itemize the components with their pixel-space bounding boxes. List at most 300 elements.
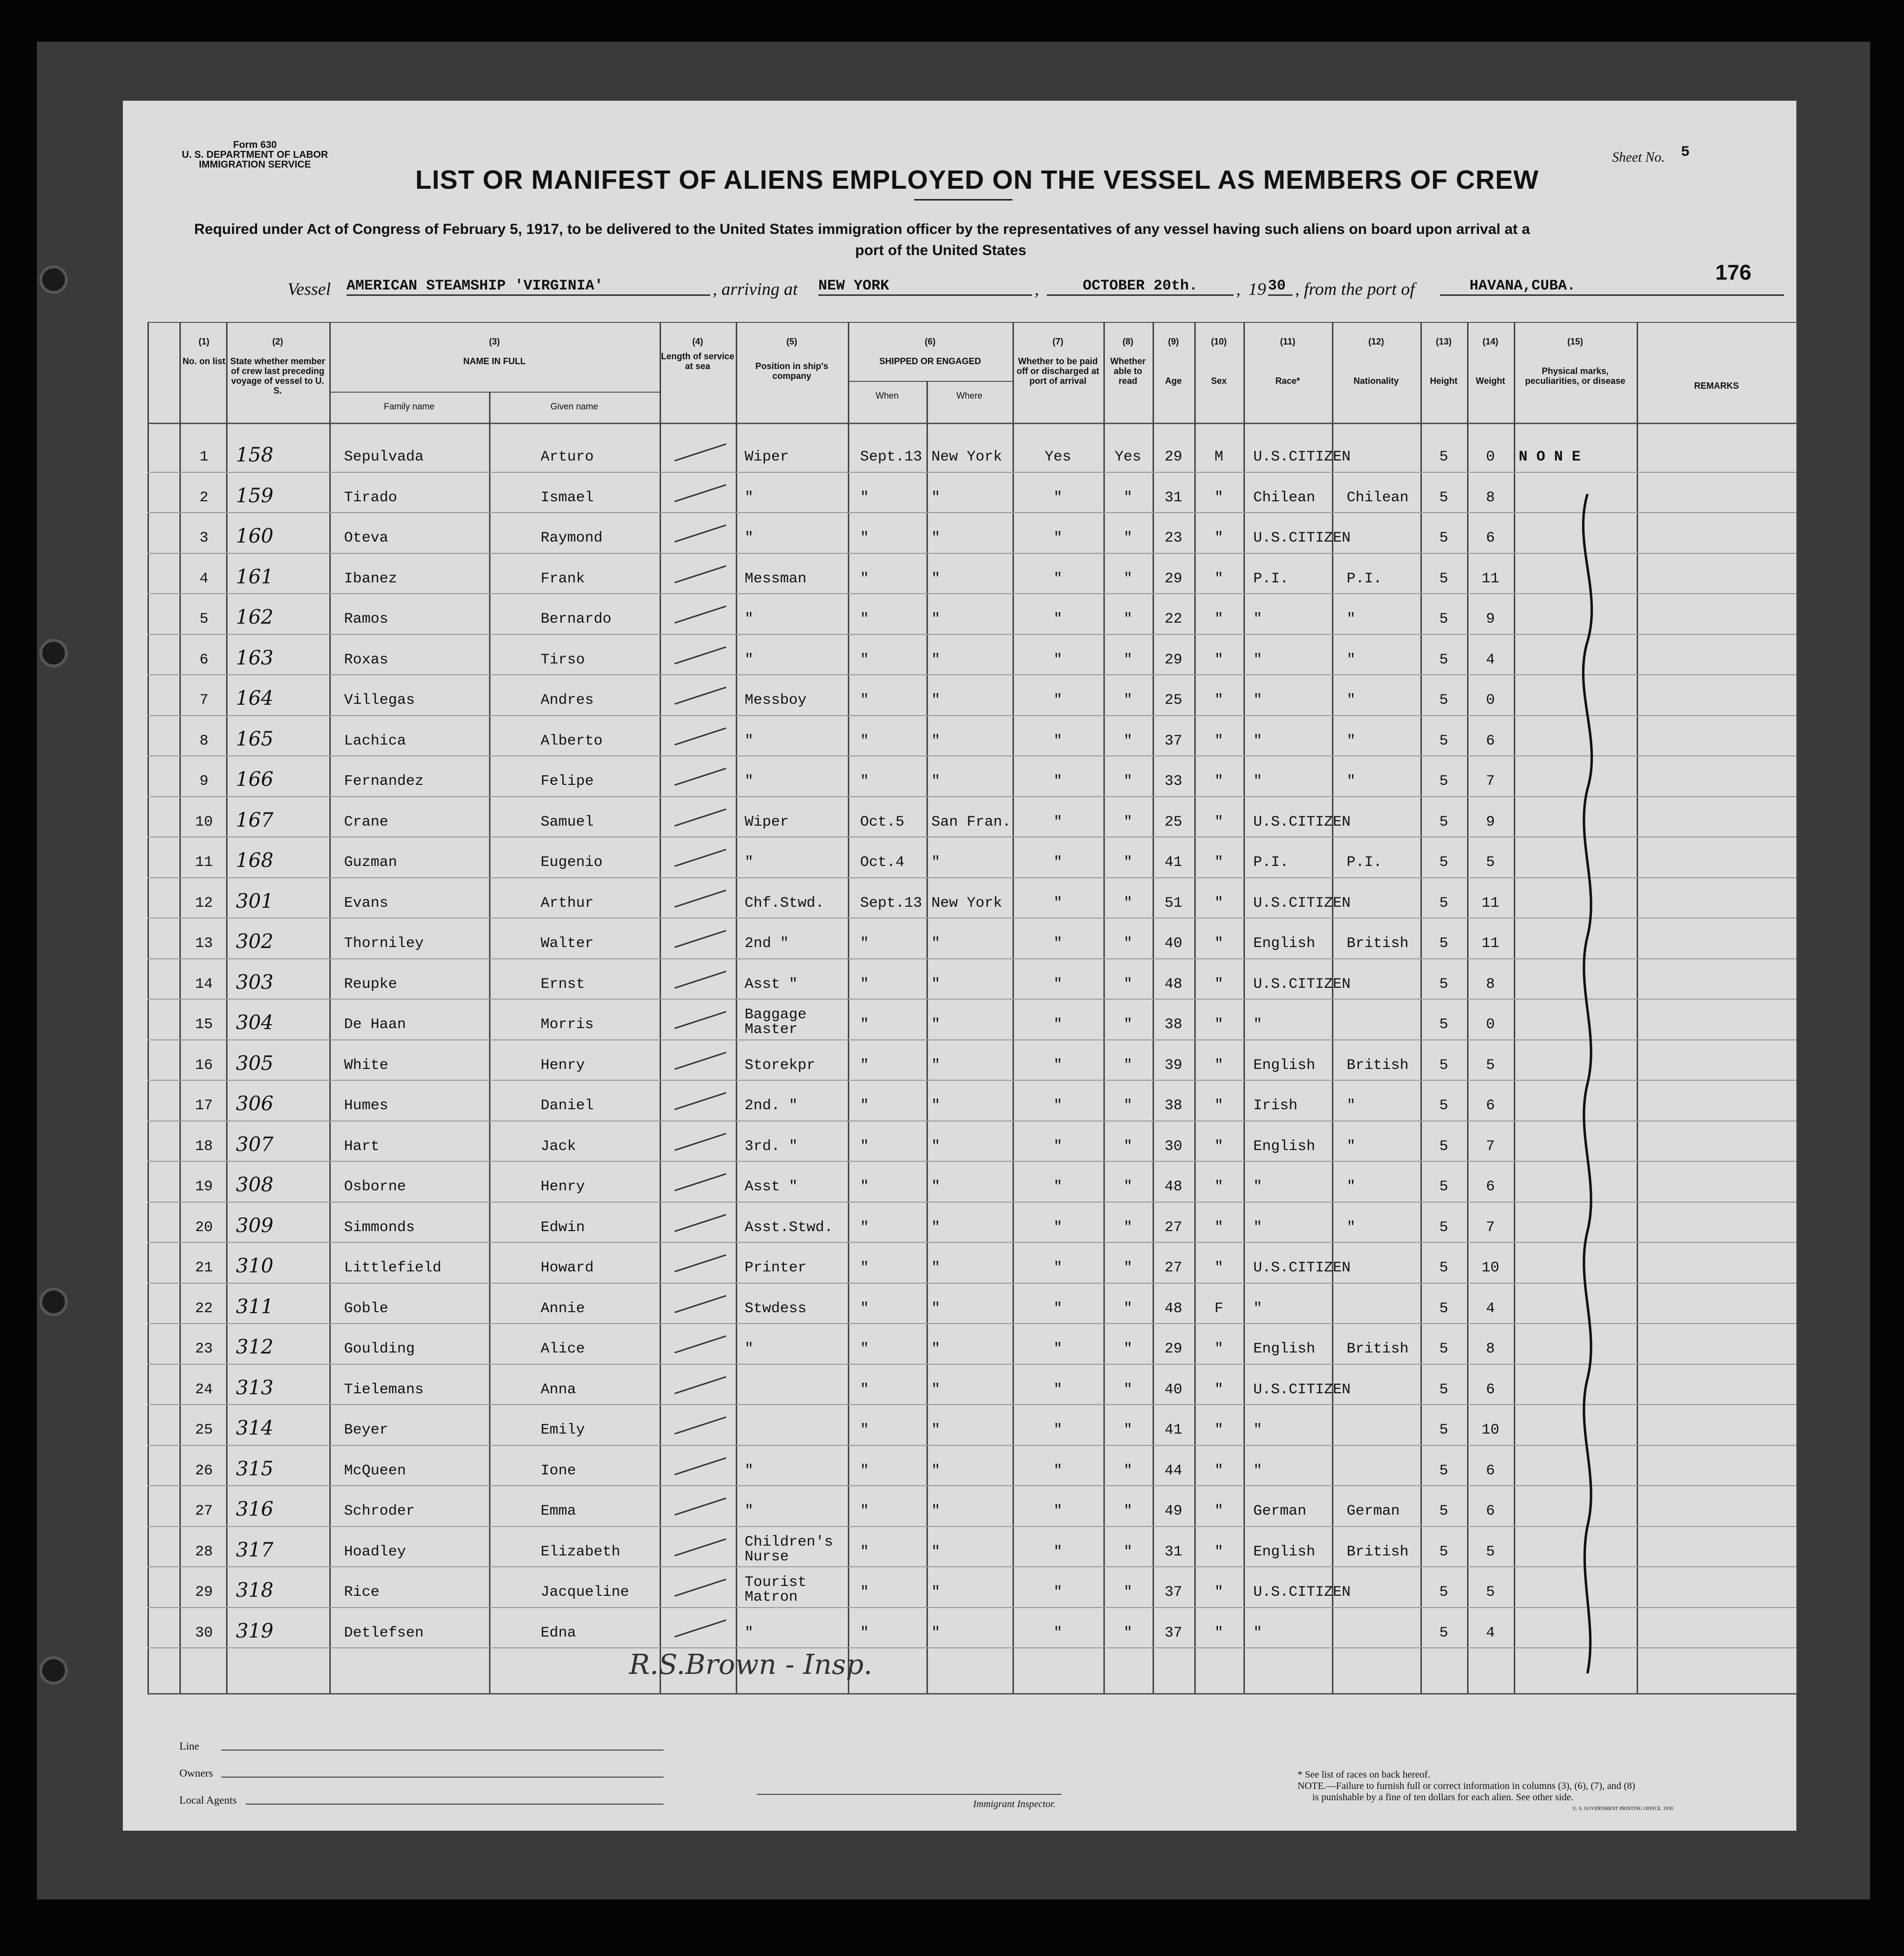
sheet-label: Sheet No. — [1612, 150, 1665, 165]
sex: F — [1214, 1300, 1223, 1317]
col-number: (6) — [924, 337, 936, 346]
nationality: British — [1347, 1543, 1409, 1560]
race: U.S.CITIZEN — [1253, 449, 1351, 465]
shipped-when: " — [860, 1138, 869, 1155]
shipped-where: New York — [931, 894, 1003, 912]
weight: 7 — [1486, 1138, 1495, 1155]
sex: " — [1214, 976, 1223, 993]
column-rule — [1332, 322, 1333, 1693]
shipped-where: " — [931, 1260, 941, 1276]
height: 5 — [1439, 692, 1448, 709]
given-name: Eugenio — [541, 854, 603, 871]
paid-off: " — [1053, 1422, 1063, 1438]
owners-field — [221, 1777, 664, 1778]
service-tick-mark — [674, 890, 726, 908]
height: 5 — [1439, 1422, 1448, 1438]
given-name: Arthur — [541, 894, 594, 912]
row-rule — [147, 796, 1796, 797]
row-rule — [147, 1647, 1796, 1648]
binder-hole — [39, 639, 68, 667]
given-name: Frank — [541, 570, 585, 587]
family-name: Littlefield — [344, 1260, 442, 1276]
paid-off: " — [1053, 1503, 1063, 1520]
position: " — [745, 732, 754, 749]
able-to-read: " — [1123, 1138, 1132, 1155]
given-name: Felipe — [541, 773, 594, 790]
col-title: State whether member of crew last preceding voyage of vessel to U. S. — [230, 356, 325, 396]
paid-off: " — [1053, 894, 1063, 912]
sex: " — [1214, 489, 1223, 506]
service-tick-mark — [674, 524, 726, 543]
inspector-field — [757, 1794, 1062, 1795]
line-label: Line — [179, 1740, 200, 1752]
given-name: Tirso — [541, 651, 585, 668]
nationality: British — [1347, 1341, 1409, 1357]
shipped-where: " — [931, 1503, 941, 1520]
table-bottom-border — [147, 1693, 1796, 1695]
row-number: 6 — [199, 651, 208, 668]
column-rule — [1796, 322, 1798, 1693]
shipped-where: " — [931, 1422, 941, 1438]
where-header: Where — [956, 391, 982, 401]
previous-voyage: 160 — [236, 525, 274, 547]
height: 5 — [1439, 570, 1448, 587]
family-name-header: Family name — [383, 402, 435, 411]
footnote-penalty-2: is punishable by a fine of ten dollars for each alien. See other side. — [1312, 1792, 1574, 1803]
shipped-where: " — [931, 1584, 941, 1601]
shipped-when: " — [860, 935, 869, 952]
given-name: Anna — [541, 1381, 577, 1398]
family-name: Thorniley — [344, 935, 424, 952]
vessel-label: Vessel — [288, 279, 331, 299]
position: Tourist Matron — [745, 1574, 807, 1606]
col-3-header — [329, 337, 660, 366]
inspector-signature: R.S.Brown - Insp. — [629, 1649, 872, 1681]
weight: 11 — [1481, 894, 1500, 912]
column-rule — [1153, 322, 1154, 1693]
previous-voyage: 315 — [236, 1457, 274, 1480]
position: Children's Nurse — [745, 1533, 834, 1565]
height: 5 — [1439, 651, 1448, 668]
col-10-header — [1194, 337, 1243, 386]
age: 29 — [1164, 570, 1183, 587]
service-tick-mark — [674, 1335, 726, 1353]
weight: 11 — [1481, 935, 1500, 952]
column-rule — [736, 322, 737, 1693]
shipped-where: " — [931, 1219, 941, 1236]
row-rule — [147, 755, 1796, 756]
height: 5 — [1439, 1503, 1448, 1520]
binder-hole — [39, 1288, 68, 1316]
row-number: 7 — [199, 692, 208, 709]
sex: " — [1214, 530, 1223, 547]
height: 5 — [1439, 1462, 1448, 1479]
sex: " — [1214, 1057, 1223, 1074]
family-name: Rice — [344, 1584, 380, 1601]
height: 5 — [1439, 854, 1448, 871]
shipped-where: " — [931, 935, 941, 952]
col-5-header — [736, 337, 848, 381]
shipped-when: " — [860, 1462, 869, 1479]
position: Wiper — [745, 813, 789, 831]
column-rule — [1514, 322, 1515, 1693]
position: Wiper — [745, 449, 789, 465]
sex: " — [1214, 894, 1223, 912]
shipped-where: " — [931, 1381, 941, 1398]
service-tick-mark — [674, 1619, 726, 1638]
service-tick-mark — [674, 646, 726, 664]
table-top-border — [147, 322, 1796, 323]
race: " — [1253, 1016, 1263, 1033]
col-6-header — [848, 337, 1012, 366]
col-4-header — [660, 337, 736, 371]
service-tick-mark — [674, 1457, 726, 1475]
col-title: Whether to be paid off or discharged at port of arrival — [1016, 356, 1099, 386]
service-tick-mark — [674, 1011, 726, 1029]
row-rule — [147, 836, 1796, 837]
shipped-where: " — [931, 976, 941, 993]
footnote-races: * See list of races on back hereof. — [1298, 1769, 1430, 1780]
height: 5 — [1439, 530, 1448, 547]
previous-voyage: 162 — [236, 606, 274, 629]
col-title: Race* — [1275, 376, 1300, 386]
col-14-header — [1467, 337, 1514, 386]
able-to-read: " — [1123, 530, 1132, 547]
position: Messman — [745, 570, 807, 587]
nationality: " — [1347, 1179, 1356, 1195]
paid-off: " — [1053, 1341, 1063, 1357]
paid-off: " — [1053, 1624, 1063, 1641]
column-rule — [660, 322, 661, 1693]
able-to-read: " — [1123, 1543, 1132, 1560]
row-rule — [147, 1080, 1796, 1081]
given-name: Edna — [541, 1624, 577, 1641]
position: " — [745, 1624, 754, 1641]
previous-voyage: 303 — [236, 971, 274, 994]
previous-voyage: 166 — [236, 768, 274, 791]
col-title: Length of service at sea — [661, 351, 735, 371]
page-subtitle-2: port of the United States — [855, 242, 1027, 259]
department-name: U. S. DEPARTMENT OF LABOR — [182, 149, 328, 160]
service-tick-mark — [674, 565, 726, 583]
family-name: Humes — [344, 1097, 389, 1114]
local-agents-field — [246, 1804, 664, 1805]
position: " — [745, 1503, 754, 1520]
position: " — [745, 1341, 754, 1357]
paid-off: " — [1053, 1057, 1063, 1074]
able-to-read: " — [1123, 1624, 1132, 1641]
col-number: (1) — [199, 337, 209, 346]
row-rule — [147, 1242, 1796, 1243]
col-2-header — [226, 337, 329, 396]
previous-voyage: 163 — [236, 646, 274, 669]
service-tick-mark — [674, 1214, 726, 1232]
age: 44 — [1164, 1462, 1183, 1479]
row-rule — [147, 1404, 1796, 1405]
row-rule — [147, 1121, 1796, 1122]
previous-voyage: 164 — [236, 687, 274, 710]
family-name: Ramos — [344, 611, 389, 628]
row-number: 17 — [195, 1097, 213, 1114]
previous-voyage: 318 — [236, 1579, 274, 1602]
previous-voyage: 319 — [236, 1619, 274, 1642]
given-name: Alberto — [541, 732, 603, 749]
row-number: 22 — [195, 1300, 213, 1317]
sex: " — [1214, 611, 1223, 628]
given-name: Raymond — [541, 530, 603, 547]
sex: " — [1214, 854, 1223, 871]
given-name: Ismael — [541, 489, 594, 506]
paid-off: " — [1053, 1016, 1063, 1033]
row-number: 15 — [195, 1016, 213, 1033]
race: " — [1253, 611, 1263, 628]
given-name: Daniel — [541, 1097, 594, 1114]
paid-off: " — [1053, 611, 1063, 628]
age: 31 — [1164, 489, 1183, 506]
shipped-where: " — [931, 773, 941, 790]
age: 37 — [1164, 1584, 1183, 1601]
weight: 7 — [1486, 773, 1495, 790]
paid-off: " — [1053, 1381, 1063, 1398]
nationality: " — [1347, 1097, 1356, 1114]
weight: 6 — [1486, 732, 1495, 749]
col-title: Position in ship's company — [755, 361, 829, 381]
sex: " — [1214, 1503, 1223, 1520]
paid-off: " — [1053, 732, 1063, 749]
height: 5 — [1439, 1584, 1448, 1601]
shipped-when: " — [860, 976, 869, 993]
race: " — [1253, 1179, 1263, 1195]
row-number: 5 — [199, 611, 208, 628]
sex: " — [1214, 1097, 1223, 1114]
page-title: LIST OR MANIFEST OF ALIENS EMPLOYED ON THE VESSEL AS MEMBERS OF CREW — [415, 165, 1539, 195]
given-name: Samuel — [541, 813, 594, 831]
weight: 5 — [1486, 1543, 1495, 1560]
family-name: Guzman — [344, 854, 398, 871]
shipped-when: " — [860, 1300, 869, 1317]
age: 37 — [1164, 1624, 1183, 1641]
service-tick-mark — [674, 849, 726, 867]
row-number: 8 — [199, 732, 208, 749]
family-name: Villegas — [344, 692, 415, 709]
row-rule — [147, 634, 1796, 635]
row-rule — [147, 1202, 1796, 1203]
inspector-label: Immigrant Inspector. — [973, 1799, 1056, 1810]
row-number: 27 — [195, 1503, 213, 1520]
departure-port: HAVANA,CUBA. — [1440, 278, 1784, 296]
weight: 6 — [1486, 1179, 1495, 1195]
given-name: Annie — [541, 1300, 585, 1317]
col-number: (12) — [1368, 337, 1384, 346]
vessel-name: AMERICAN STEAMSHIP 'VIRGINIA' — [346, 278, 710, 296]
height: 5 — [1439, 1219, 1448, 1236]
shipped-where: " — [931, 1179, 941, 1195]
service-tick-mark — [674, 1254, 726, 1272]
col-title: Whether able to read — [1110, 356, 1146, 386]
given-name: Jack — [541, 1138, 577, 1155]
able-to-read: Yes — [1114, 449, 1141, 465]
service-tick-mark — [674, 484, 726, 502]
family-name: Fernandez — [344, 773, 424, 790]
race: " — [1253, 1462, 1263, 1479]
shipped-subheader-rule — [848, 381, 1012, 382]
shipped-when: " — [860, 1260, 869, 1276]
row-number: 18 — [195, 1138, 213, 1155]
paid-off: " — [1053, 976, 1063, 993]
shipped-where: " — [931, 854, 941, 871]
arrival-port: NEW YORK — [818, 278, 1032, 296]
nationality: British — [1347, 935, 1409, 952]
race: " — [1253, 1624, 1263, 1641]
position: Baggage Master — [745, 1007, 807, 1038]
row-rule — [147, 1445, 1796, 1446]
row-number: 25 — [195, 1422, 213, 1438]
col-8-header — [1103, 337, 1153, 386]
row-rule — [147, 472, 1796, 473]
paid-off: " — [1053, 489, 1063, 506]
physical-marks: N O N E — [1519, 449, 1581, 465]
col-title: NAME IN FULL — [463, 356, 526, 366]
shipped-when: " — [860, 1584, 869, 1601]
paid-off: " — [1053, 1097, 1063, 1114]
ditto-wavy-line — [1568, 494, 1607, 1693]
able-to-read: " — [1123, 1300, 1132, 1317]
weight: 11 — [1481, 570, 1500, 587]
col-title: Age — [1165, 376, 1182, 386]
row-number: 12 — [195, 894, 213, 912]
title-rule — [914, 199, 1012, 201]
position: Asst " — [745, 976, 798, 993]
given-name: Emily — [541, 1422, 585, 1438]
able-to-read: " — [1123, 611, 1132, 628]
service-tick-mark — [674, 768, 726, 786]
race: English — [1253, 1138, 1316, 1155]
col-title: Weight — [1475, 376, 1505, 386]
shipped-where: " — [931, 1300, 941, 1317]
shipped-when: Sept.13 — [860, 894, 923, 912]
shipped-where: " — [931, 732, 941, 749]
column-rule — [1420, 322, 1422, 1693]
sex: " — [1214, 1543, 1223, 1560]
height: 5 — [1439, 611, 1448, 628]
family-name: McQueen — [344, 1462, 406, 1479]
weight: 6 — [1486, 1381, 1495, 1398]
sex: " — [1214, 1422, 1223, 1438]
column-rule — [848, 322, 849, 1693]
height: 5 — [1439, 1341, 1448, 1357]
able-to-read: " — [1123, 1057, 1132, 1074]
height: 5 — [1439, 489, 1448, 506]
height: 5 — [1439, 1624, 1448, 1641]
weight: 9 — [1486, 611, 1495, 628]
col-number: (2) — [272, 337, 283, 346]
height: 5 — [1439, 1543, 1448, 1560]
able-to-read: " — [1123, 813, 1132, 831]
race: U.S.CITIZEN — [1253, 1381, 1351, 1398]
nationality: German — [1347, 1503, 1400, 1520]
age: 30 — [1164, 1138, 1183, 1155]
able-to-read: " — [1123, 1381, 1132, 1398]
previous-voyage: 312 — [236, 1336, 274, 1358]
position: " — [745, 1462, 754, 1479]
given-name: Bernardo — [541, 611, 612, 628]
printer-mark: U. S. GOVERNMENT PRINTING OFFICE: 1930 — [1573, 1806, 1673, 1812]
able-to-read: " — [1123, 1584, 1132, 1601]
able-to-read: " — [1123, 1016, 1132, 1033]
race: U.S.CITIZEN — [1253, 894, 1351, 912]
position: " — [745, 773, 754, 790]
row-number: 26 — [195, 1462, 213, 1479]
row-rule — [147, 674, 1796, 675]
height: 5 — [1439, 1179, 1448, 1195]
weight: 4 — [1486, 651, 1495, 668]
given-name: Henry — [541, 1057, 585, 1074]
shipped-when: Sept.13 — [860, 449, 923, 465]
sex: " — [1214, 1381, 1223, 1398]
col-number: (9) — [1168, 337, 1179, 346]
column-rule — [1243, 322, 1245, 1693]
able-to-read: " — [1123, 1422, 1132, 1438]
service-tick-mark — [674, 1295, 726, 1313]
service-tick-mark — [674, 1133, 726, 1151]
position: 2nd " — [745, 935, 789, 952]
position: Chf.Stwd. — [745, 894, 825, 912]
when-header: When — [875, 391, 899, 401]
previous-voyage: 310 — [236, 1255, 274, 1277]
row-number: 23 — [195, 1341, 213, 1357]
shipped-when: " — [860, 773, 869, 790]
age: 48 — [1164, 1300, 1183, 1317]
given-name: Emma — [541, 1503, 577, 1520]
family-name: Simmonds — [344, 1219, 415, 1236]
paid-off: " — [1053, 1138, 1063, 1155]
given-name: Arturo — [541, 449, 594, 465]
weight: 5 — [1486, 1057, 1495, 1074]
row-number: 21 — [195, 1260, 213, 1276]
height: 5 — [1439, 894, 1448, 912]
row-number: 3 — [199, 530, 208, 547]
from-port-label: , from the port of — [1295, 279, 1415, 299]
nationality: P.I. — [1347, 854, 1383, 871]
nationality: British — [1347, 1057, 1409, 1074]
race: " — [1253, 651, 1263, 668]
weight: 10 — [1481, 1260, 1500, 1276]
race: " — [1253, 1422, 1263, 1438]
comma-separator: , — [1236, 279, 1240, 299]
race: U.S.CITIZEN — [1253, 813, 1351, 831]
paid-off: " — [1053, 1260, 1063, 1276]
paid-off: " — [1053, 530, 1063, 547]
form-number: Form 630 — [233, 140, 277, 150]
row-number: 19 — [195, 1179, 213, 1195]
position: Messboy — [745, 692, 807, 709]
previous-voyage: 307 — [236, 1133, 274, 1156]
previous-voyage: 308 — [236, 1174, 274, 1196]
sex: " — [1214, 935, 1223, 952]
col-12-header — [1332, 337, 1420, 386]
able-to-read: " — [1123, 1179, 1132, 1195]
row-number: 2 — [199, 489, 208, 506]
shipped-where: " — [931, 1341, 941, 1357]
race: Irish — [1253, 1097, 1298, 1114]
height: 5 — [1439, 449, 1448, 465]
arrival-date: OCTOBER 20th. — [1047, 278, 1234, 296]
previous-voyage: 305 — [236, 1052, 274, 1075]
able-to-read: " — [1123, 1097, 1132, 1114]
family-name: Evans — [344, 894, 389, 912]
manifest-sheet — [123, 101, 1796, 1831]
family-name: Crane — [344, 813, 389, 831]
